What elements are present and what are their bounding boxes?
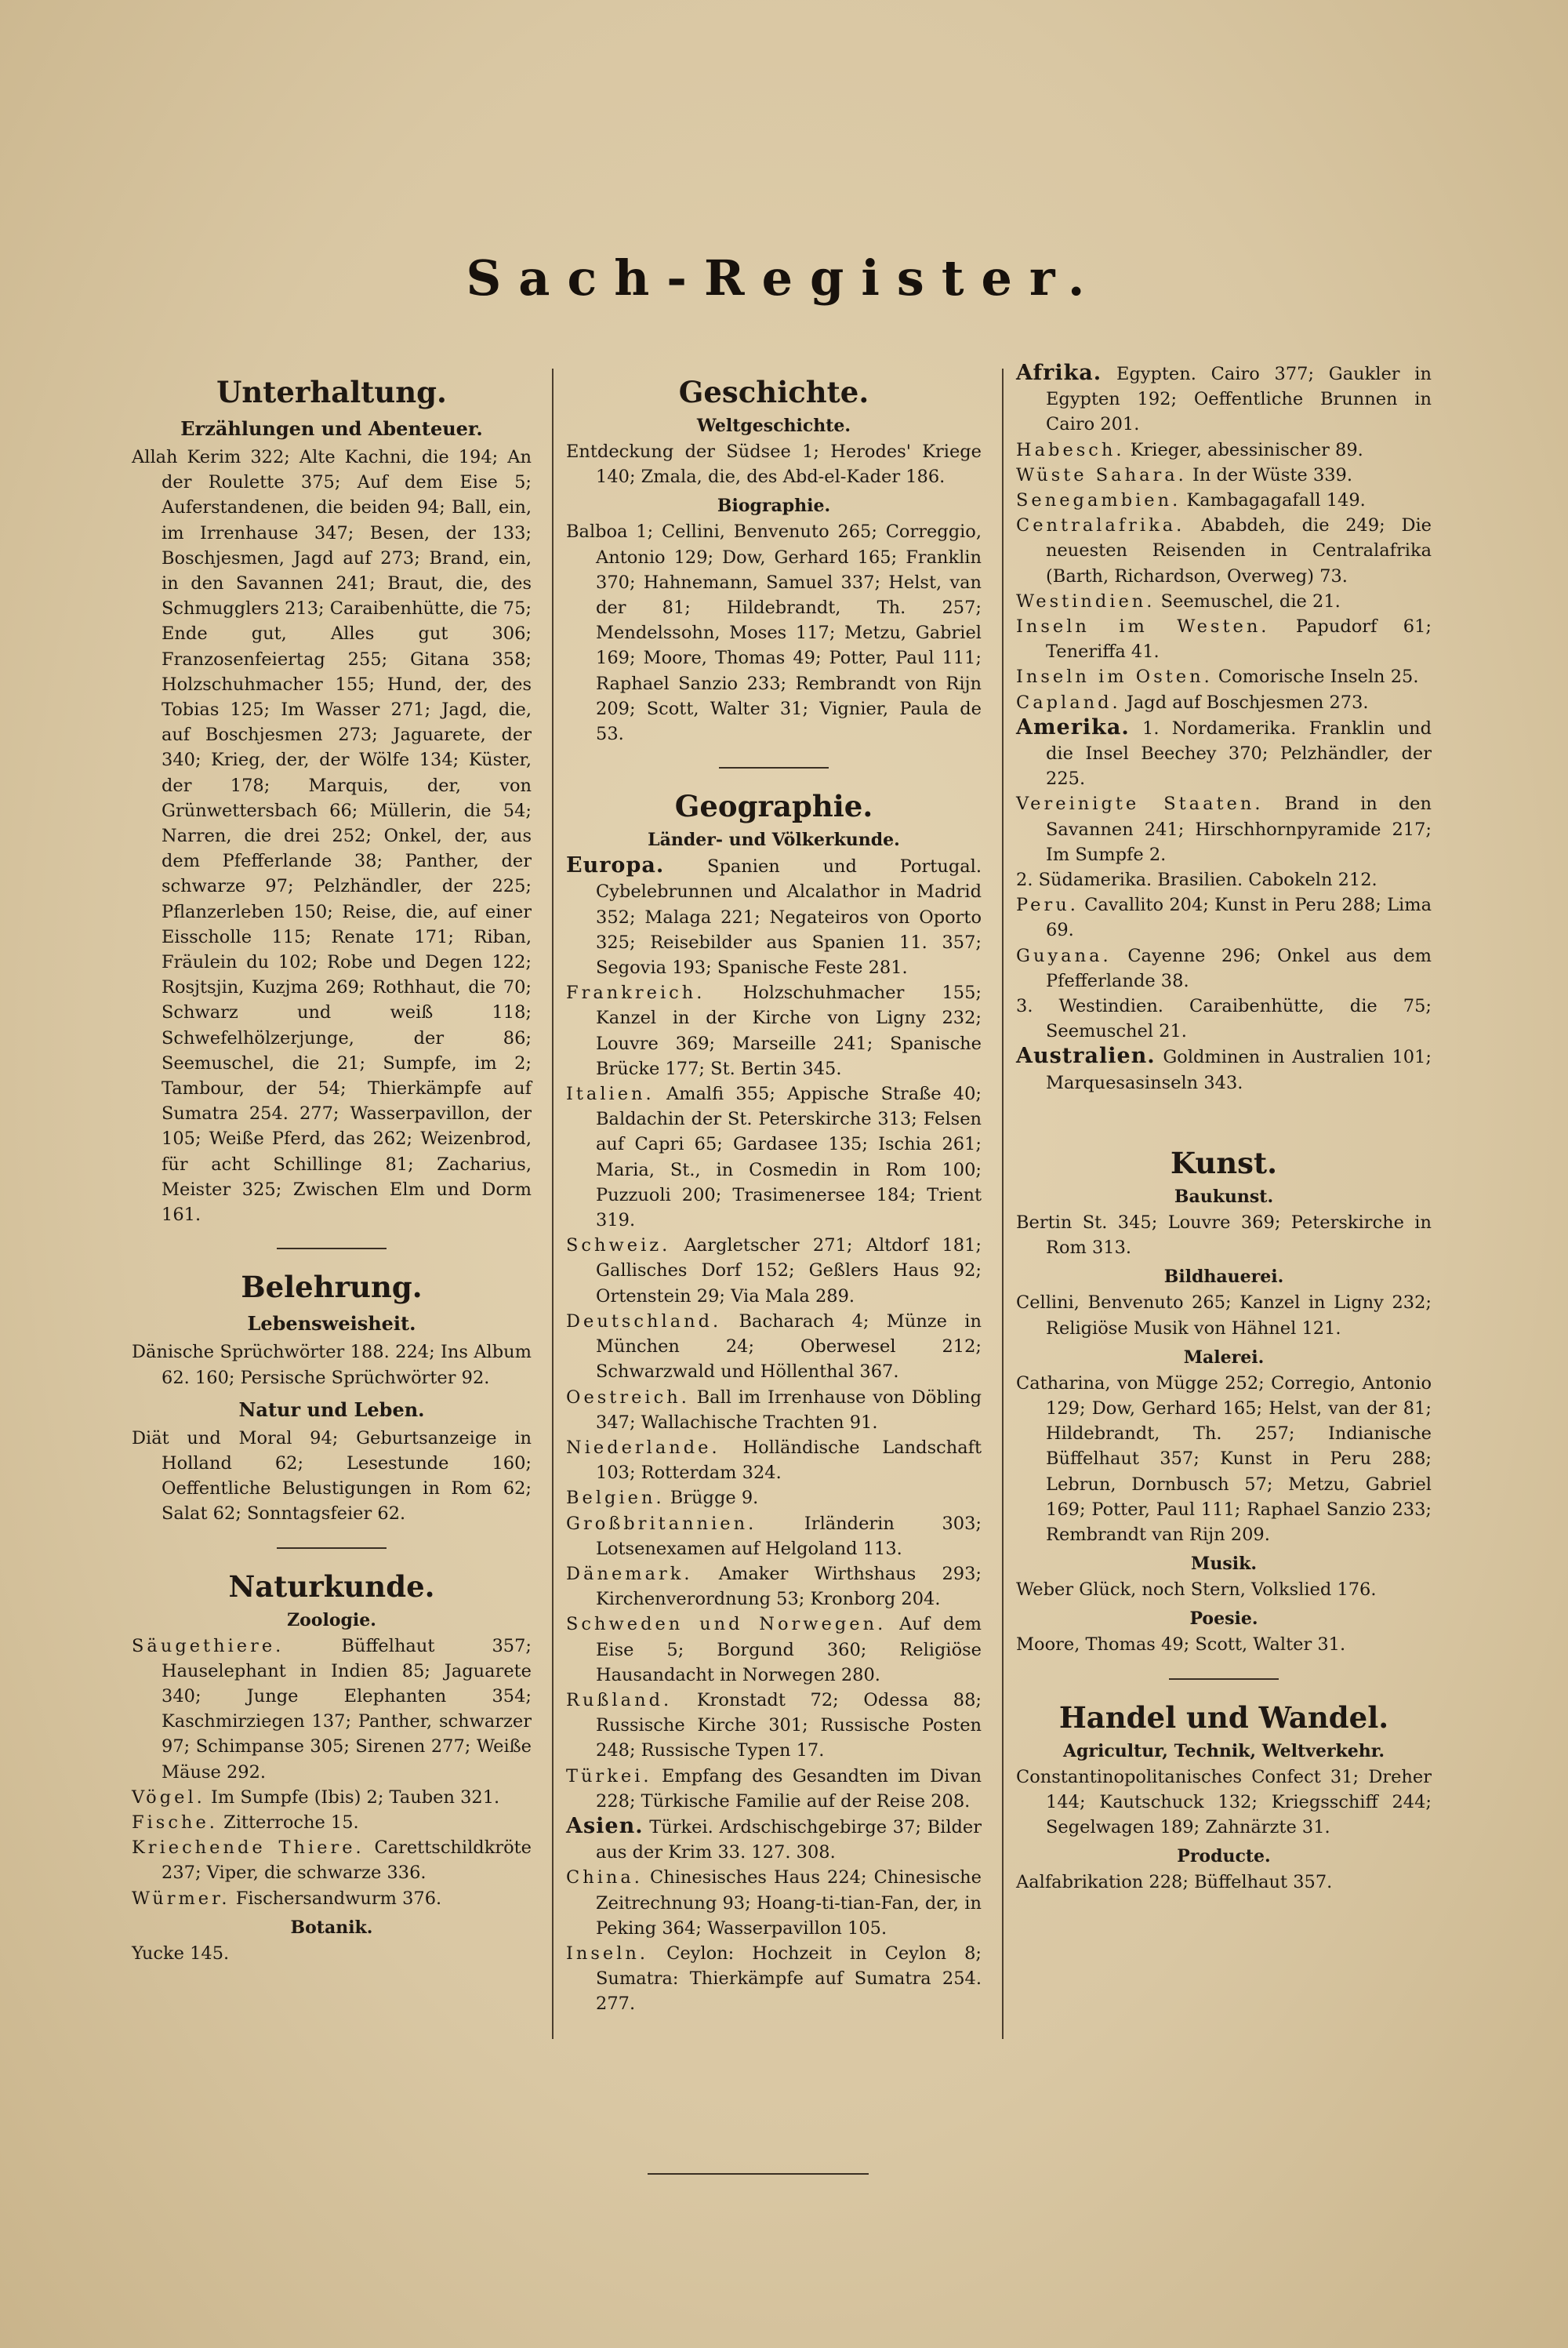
entry-text: Amaker Wirthshaus 293; Kirchenverordnung 53; Kronborg 204. xyxy=(596,1563,982,1610)
heading-geschichte: Geschichte. xyxy=(678,375,869,409)
entry-producte: Aalfabrikation 228; Büffelhaut 357. xyxy=(1016,1872,1333,1893)
entry-text: Seemuschel, die 21. xyxy=(1160,591,1341,612)
subheading-poesie: Poesie. xyxy=(1189,1608,1258,1630)
entry-text: Cayenne 296; Onkel aus dem Pfefferlande 38. xyxy=(1046,945,1432,991)
entry-grossbritannien xyxy=(566,1511,982,1561)
entry-text: Ceylon: Hochzeit in Ceylon 8; Sumatra: Thierkämpfe auf Sumatra 254. 277. xyxy=(596,1943,982,2015)
entry-text: Auf dem Eise 5; Borgund 360; Religiöse Hausandacht in Norwegen 280. xyxy=(596,1614,982,1685)
subheading-laender: Länder- und Völkerkunde. xyxy=(648,830,900,851)
entry-voegel xyxy=(132,1785,532,1810)
subheading-producte: Producte. xyxy=(1177,1846,1271,1867)
entry-oestreich xyxy=(566,1385,982,1435)
entry-westindien-2: 3. Westindien. Caraibenhütte, die 75; Seemuschel 21. xyxy=(1016,996,1432,1042)
entry-weltgeschichte: Entdeckung der Südsee 1; Herodes' Kriege 140; Zmala, die, des Abd-el-Kader 186. xyxy=(566,442,982,488)
heading-belehrung: Belehrung. xyxy=(241,1270,423,1305)
column-right xyxy=(1016,361,1432,1895)
entry-label: Vereinigte Staaten. xyxy=(1016,794,1264,815)
entry-label: Großbritannien. xyxy=(566,1513,757,1534)
entry-malerei: Catharina, von Mügge 252; Corregio, Antonio 129; Dow, Gerhard 165; Helst, van der 81; Hildebrandt, Th. 257; Indianische Büffelhaut 357; Kunst in Peru 288; Lebrun, Dornbusch 57; Metzu, Gabriel 169; Potter, Paul 111; Raphael Sanzio 233; Rembrandt van Rijn 209. xyxy=(1016,1372,1432,1545)
entry-russland xyxy=(566,1688,982,1764)
entry-asien xyxy=(566,1814,982,1865)
entry-deutschland xyxy=(566,1309,982,1385)
entry-lebensweisheit: Dänische Sprüchwörter 188. 224; Ins Album 62. 160; Persische Sprüchwörter 92. xyxy=(132,1342,532,1388)
entry-label: Fische. xyxy=(132,1812,218,1833)
entry-label: Inseln. xyxy=(566,1943,649,1964)
entry-saeugethiere xyxy=(132,1634,532,1785)
entry-label: Schweden und Norwegen. xyxy=(566,1614,887,1635)
divider xyxy=(1169,1678,1279,1680)
entry-text: Chinesisches Haus 224; Chinesische Zeitrechnung 93; Hoang-ti-tian-Fan, der, in Peking 364; Wasserpavillon 105. xyxy=(596,1867,982,1939)
entry-europa xyxy=(566,853,982,980)
entry-label: Türkei. xyxy=(566,1765,652,1786)
entry-label: Belgien. xyxy=(566,1488,665,1509)
entry-centralafrika xyxy=(1016,513,1432,589)
entry-schweiz xyxy=(566,1233,982,1309)
entry-label: Capland. xyxy=(1016,692,1121,713)
heading-kunst: Kunst. xyxy=(1171,1145,1277,1180)
column-divider-right xyxy=(1002,369,1004,2039)
entry-label: Europa. xyxy=(566,853,665,878)
entry-text: Holländische Landschaft 103; Rotterdam 324. xyxy=(596,1437,982,1484)
entry-text: Comorische Inseln 25. xyxy=(1218,667,1419,688)
subheading-zoologie: Zoologie. xyxy=(287,1609,376,1630)
entry-text: Büffelhaut 357; Hauselephant in Indien 85; Jaguarete 340; Junge Elephanten 354; Kaschmirziegen 137; Panther, schwarzer 97; Schimpanse 305; Sirenen 277; Weiße Mäuse 292. xyxy=(162,1635,532,1783)
entry-text: Zitterroche 15. xyxy=(223,1812,359,1833)
entry-poesie: Moore, Thomas 49; Scott, Walter 31. xyxy=(1016,1634,1346,1656)
entry-label: Oestreich. xyxy=(566,1387,690,1408)
entry-peru xyxy=(1016,892,1432,943)
entry-label: Senegambien. xyxy=(1016,490,1181,511)
entry-text: Holzschuhmacher 155; Kanzel in der Kirche von Ligny 232; Louvre 369; Marseille 241; Spanische Brücke 177; St. Bertin 345. xyxy=(596,983,982,1079)
entry-text: Spanien und Portugal. Cybelebrunnen und Alcalathor in Madrid 352; Malaga 221; Negateiros von Oporto 325; Reisebilder aus Spanien 11. 357; Segovia 193; Spanische Feste 281. xyxy=(596,856,982,979)
entry-biographie: Balboa 1; Cellini, Benvenuto 265; Correggio, Antonio 129; Dow, Gerhard 165; Franklin 370; Hahnemann, Samuel 337; Helst, van der 81; Hildebrandt, Th. 257; Mendelssohn, Moses 117; Metzu, Gabriel 169; Moore, Thomas 49; Potter, Paul 111; Raphael Sanzio 233; Rembrandt von Rijn 209; Scott, Walter 31; Vignier, Paula de 53. xyxy=(566,522,982,745)
subheading-agricultur: Agricultur, Technik, Weltverkehr. xyxy=(1062,1740,1385,1761)
entry-text: 1. Nordamerika. Franklin und die Insel Beechey 370; Pelzhändler, der 225. xyxy=(1046,718,1432,790)
column-left xyxy=(132,361,532,1966)
entry-label: Dänemark. xyxy=(566,1563,693,1584)
entry-inseln xyxy=(566,1941,982,2017)
entry-schweden xyxy=(566,1612,982,1688)
heading-unterhaltung: Unterhaltung. xyxy=(216,375,447,409)
entry-westindien xyxy=(1016,589,1432,614)
entry-kriechende xyxy=(132,1835,532,1885)
subheading-botanik: Botanik. xyxy=(290,1917,373,1938)
entry-label: Inseln im Westen. xyxy=(1016,616,1270,638)
entry-text: Krieger, abessinischer 89. xyxy=(1130,439,1363,460)
subheading-baukunst: Baukunst. xyxy=(1174,1186,1274,1207)
entry-text: Im Sumpfe (Ibis) 2; Tauben 321. xyxy=(210,1786,500,1808)
entry-wuermer xyxy=(132,1886,532,1911)
entry-label: Afrika. xyxy=(1016,361,1102,385)
entry-daenemark xyxy=(566,1561,982,1612)
subheading-natur: Natur und Leben. xyxy=(238,1398,425,1421)
entry-label: Australien. xyxy=(1016,1044,1156,1069)
subheading-biographie: Biographie. xyxy=(717,496,831,517)
entry-text: Papudorf 61; Teneriffa 41. xyxy=(1046,616,1432,663)
entry-text: Amalfi 355; Appische Straße 40; Baldachin der St. Peterskirche 313; Felsen auf Capri 65; Gardasee 135; Ischia 261; Maria, St., in Cosmedin in Rom 100; Puzzuoli 200; Trasimenersee 184; Trient 319. xyxy=(596,1084,982,1231)
entry-label: Italien. xyxy=(566,1084,655,1105)
entry-australien xyxy=(1016,1044,1432,1095)
entry-vereinigte-staaten xyxy=(1016,791,1432,867)
entry-text: Goldminen in Australien 101; Marquesasinseln 343. xyxy=(1046,1047,1432,1093)
entry-text: Bacharach 4; Münze in München 24; Oberwesel 212; Schwarzwald und Höllenthal 367. xyxy=(596,1310,982,1383)
divider xyxy=(277,1547,387,1549)
entry-text: Jagd auf Boschjesmen 273. xyxy=(1126,692,1369,713)
page-title: Sach-Register. xyxy=(466,249,1102,307)
entry-habesch xyxy=(1016,438,1432,463)
entry-afrika xyxy=(1016,361,1432,438)
entry-guyana xyxy=(1016,943,1432,994)
entry-label: Habesch. xyxy=(1016,439,1125,460)
entry-sahara xyxy=(1016,463,1432,488)
entry-label: Wüste Sahara. xyxy=(1016,464,1187,485)
entry-frankreich xyxy=(566,980,982,1081)
entry-inseln-westen xyxy=(1016,614,1432,664)
column-divider-left xyxy=(552,369,554,2039)
entry-botanik: Yucke 145. xyxy=(132,1943,230,1964)
entry-natur: Diät und Moral 94; Geburtsanzeige in Holland 62; Lesestunde 160; Oeffentliche Belustigungen in Rom 62; Salat 62; Sonntagsfeier 62. xyxy=(132,1427,532,1525)
heading-handel: Handel und Wandel. xyxy=(1058,1699,1389,1735)
entry-label: Guyana. xyxy=(1016,945,1112,966)
entry-label: Rußland. xyxy=(566,1689,673,1710)
entry-agricultur: Constantinopolitanisches Confect 31; Dreher 144; Kautschuck 132; Kriegsschiff 244; Segelwagen 189; Zahnärzte 31. xyxy=(1016,1766,1432,1837)
entry-label: Asien. xyxy=(566,1813,644,1838)
entry-text: Egypten. Cairo 377; Gaukler in Egypten 192; Oeffentliche Brunnen in Cairo 201. xyxy=(1046,364,1432,435)
entry-text: Ababdeh, die 249; Die neuesten Reisenden in Centralafrika (Barth, Richardson, Overweg) 73. xyxy=(1046,515,1432,587)
entry-label: Kriechende Thiere. xyxy=(132,1837,365,1859)
subheading-weltgeschichte: Weltgeschichte. xyxy=(696,416,851,436)
entry-bildhauerei: Cellini, Benvenuto 265; Kanzel in Ligny 232; Religiöse Musik von Hähnel 121. xyxy=(1016,1292,1432,1339)
subheading-musik: Musik. xyxy=(1191,1554,1257,1575)
entry-text: Ball im Irrenhause von Döbling 347; Wallachische Trachten 91. xyxy=(596,1387,982,1433)
subheading-erzaehlungen: Erzählungen und Abenteuer. xyxy=(180,417,483,440)
entry-text: In der Wüste 339. xyxy=(1192,464,1353,485)
entry-label: Würmer. xyxy=(132,1888,230,1909)
column-middle xyxy=(566,361,982,2017)
entry-fische xyxy=(132,1810,532,1835)
entry-text: Brügge 9. xyxy=(670,1488,759,1509)
entry-label: Amerika. xyxy=(1016,714,1130,740)
entry-suedamerika: 2. Südamerika. Brasilien. Cabokeln 212. xyxy=(1016,870,1377,891)
entry-niederlande xyxy=(566,1435,982,1485)
entry-label: Niederlande. xyxy=(566,1437,720,1458)
entry-label: Schweiz. xyxy=(566,1235,671,1256)
subheading-bildhauerei: Bildhauerei. xyxy=(1163,1267,1284,1288)
entry-baukunst: Bertin St. 345; Louvre 369; Peterskirche in Rom 313. xyxy=(1016,1212,1432,1259)
entry-senegambien xyxy=(1016,488,1432,513)
subheading-lebensweisheit: Lebensweisheit. xyxy=(247,1312,416,1336)
entry-label: China. xyxy=(566,1867,643,1888)
entry-label: Vögel. xyxy=(132,1786,205,1808)
divider xyxy=(719,767,829,769)
entry-erzaehlungen: Allah Kerim 322; Alte Kachni, die 194; An der Roulette 375; Auf dem Eise 5; Auferstandenen, die beiden 94; Ball, ein, im Irrenhause 347; Besen, der 133; Boschjesmen, Jagd auf 273; Brand, ein, in den Savannen 241; Braut, die, des Schmugglers 213; Caraibenhütte, die 75; Ende gut, Alles gut 306; Franzosenfeiertag 255; Gitana 358; Holzschuhmacher 155; Hund, der, des Tobias 125; Im Wasser 271; Jagd, die, auf Boschjesmen 273; Jaguarete, der 340; Krieg, der, der Wölfe 134; Küster, der 178; Marquis, der, von Grünwettersbach 66; Müllerin, die 54; Narren, die drei 252; Onkel, der, aus dem Pfefferlande 38; Panther, der schwarze 97; Pelzhändler, der 225; Pflanzerleben 150; Reise, die, auf einer Eisscholle 115; Renate 171; Riban, Fräulein du 102; Robe und Degen 122; Rosjtsjin, Kuzjma 269; Rothhaut, die 70; Schwarz und weiß 118; Schwefelhölzerjunge, der 86; Seemuschel, die 21; Sumpfe, im 2; Tambour, der 54; Thierkämpfe auf Sumatra 254. 277; Wasserpavillon, der 105; Weiße Pferd, das 262; Weizenbrod, für acht Schillinge 81; Zacharius, Meister 325; Zwischen Elm und Dorm 161. xyxy=(132,447,532,1226)
entry-text: Empfang des Gesandten im Divan 228; Türkische Familie auf der Reise 208. xyxy=(596,1765,982,1812)
entry-inseln-osten xyxy=(1016,664,1432,689)
entry-capland xyxy=(1016,690,1432,715)
entry-text: Kronstadt 72; Odessa 88; Russische Kirche 301; Russische Posten 248; Russische Typen 17. xyxy=(596,1689,982,1761)
entry-text: Aargletscher 271; Altdorf 181; Gallisches Dorf 152; Geßlers Haus 92; Ortenstein 29; Via Mala 289. xyxy=(596,1235,982,1307)
entry-label: Inseln im Osten. xyxy=(1016,667,1213,688)
heading-naturkunde: Naturkunde. xyxy=(228,1568,435,1604)
entry-label: Westindien. xyxy=(1016,591,1156,612)
entry-china xyxy=(566,1865,982,1941)
heading-geographie: Geographie. xyxy=(674,789,873,824)
entry-text: Türkei. Ardschischgebirge 37; Bilder aus der Krim 33. 127. 308. xyxy=(596,1816,982,1863)
divider xyxy=(277,1248,387,1249)
entry-text: Irländerin 303; Lotsenexamen auf Helgoland 113. xyxy=(596,1513,982,1559)
subheading-malerei: Malerei. xyxy=(1183,1347,1265,1368)
entry-text: Cavallito 204; Kunst in Peru 288; Lima 69. xyxy=(1046,895,1432,941)
entry-label: Centralafrika. xyxy=(1016,515,1185,536)
entry-amerika xyxy=(1016,715,1432,792)
entry-musik: Weber Glück, noch Stern, Volkslied 176. xyxy=(1016,1579,1377,1601)
entry-text: Carettschildkröte 237; Viper, die schwarze 336. xyxy=(162,1837,532,1884)
bottom-divider xyxy=(648,2173,869,2175)
entry-tuerkei xyxy=(566,1764,982,1814)
entry-label: Säugethiere. xyxy=(132,1635,285,1656)
entry-italien xyxy=(566,1081,982,1233)
spacer xyxy=(1016,1096,1432,1132)
entry-label: Peru. xyxy=(1016,895,1079,916)
entry-text: Fischersandwurm 376. xyxy=(235,1888,442,1909)
entry-text: Kambagagafall 149. xyxy=(1186,490,1366,511)
entry-belgien xyxy=(566,1485,982,1510)
entry-label: Frankreich. xyxy=(566,983,706,1004)
entry-label: Deutschland. xyxy=(566,1310,722,1332)
entry-text: Brand in den Savannen 241; Hirschhornpyramide 217; Im Sumpfe 2. xyxy=(1046,794,1432,865)
